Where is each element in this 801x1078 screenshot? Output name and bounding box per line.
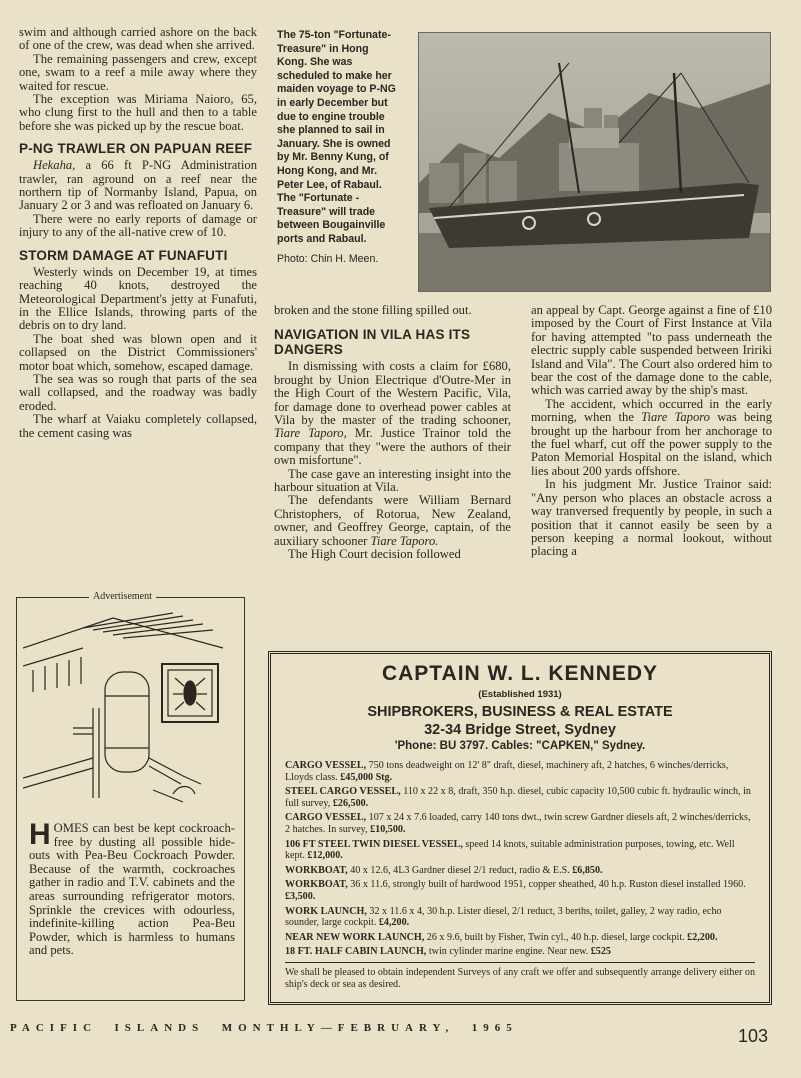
headline-vila: NAVIGATION IN VILA HAS ITS DANGERS [274, 327, 471, 358]
list-item: 106 FT STEEL TWIN DIESEL VESSEL, speed 14 knots, suitable administration purposes, towing, etc. Well kept. £12,000. [285, 838, 735, 862]
ship-name: Tiare Taporo, [274, 426, 347, 441]
paragraph: an appeal by Capt. George against a fine of £10 imposed by the Court of First Instance at Vila for having attempted "to pass underneath the electric supply cable suspended between Iririki Island and Vila". The Court also ordered him to bear the cost of the damage done to the cable, which was carried away by the ship's mast. [531, 303, 772, 398]
list-item: 18 FT. HALF CABIN LAUNCH, twin cylinder marine engine. Near new. £525 [285, 946, 611, 958]
list-item: WORK LAUNCH, 32 x 11.6 x 4, 30 h.p. Lister diesel, 2/1 reduct, 3 berths, toilet, galley, 2 way radio, echo sounder, large cockpit. £4,200. [285, 905, 722, 929]
column-1 [19, 26, 257, 440]
advertisement-footnote: We shall be pleased to obtain independent Surveys of any craft we offer and subsequently arrange delivery either on ship's deck or sea as desired. [285, 962, 755, 990]
business-type: SHIPBROKERS, BUSINESS & REAL ESTATE [367, 704, 673, 720]
paragraph: The sea was so rough that parts of the sea wall collapsed, and the roadway was badly eroded. [19, 371, 257, 413]
advertiser-name: CAPTAIN W. L. KENNEDY [381, 662, 659, 685]
ship-name: Tiare Taporo [641, 410, 710, 425]
ship-name: Tiare Taporo. [370, 533, 439, 548]
paragraph: Mr. Justice Trainor told the company that they "were the authors of their own misfortune". [274, 426, 511, 468]
advertisement-body: OMES can best be kept cockroach-free by dusting all possible hide-outs with Pea-Beu Cockroach Powder. Because of the warmth, cockroaches gather in radio and T.V. cabinets and the areas surrounding refrigerator motors. Sprinkle the crevices with odourless, indefinite-killing action Pea-Beu Powder, which is harmless to humans and pets. [29, 821, 235, 958]
paragraph: The exception was Miriama Naioro, 65, who clung first to the hull and then to a table before she was picked up by the rescue boat. [19, 92, 257, 133]
paragraph: The wharf at Vaiaku completely collapsed, the cement casing was [19, 412, 257, 440]
paragraph: The accident, which occurred in the early morning, when the [531, 396, 772, 425]
photo-credit: Photo: Chin H. Meen. [277, 252, 379, 265]
advertisement-label: Advertisement [89, 591, 156, 602]
list-item: CARGO VESSEL, 107 x 24 x 7.6 loaded, carry 140 tons dwt., twin screw Gardner diesels aft, 2 winches/derricks, 2 hatches. In survey, £10,500. [285, 812, 751, 835]
paragraph: The remaining passengers and crew, except one, swam to a reef a mile away where they waited for rescue. [19, 51, 257, 93]
list-item: STEEL CARGO VESSEL, 110 x 22 x 8, draft, 350 h.p. diesel, cubic capacity 10,500 cubic ft. hydraulic winch, in full survey, £26,500. [285, 786, 751, 809]
list-item: WORKBOAT, 36 x 11.6, strongly built of hardwood 1951, copper sheathed, 40 h.p. Ruston diesel installed 1960. £3,500. [285, 879, 746, 902]
paragraph: The case gave an interesting insight into the harbour situation at Vila. [274, 466, 511, 495]
headline-storm: STORM DAMAGE AT FUNAFUTI [19, 247, 228, 263]
paragraph: a 66 ft P-NG Administration trawler, ran aground on a reef near the northern tip of Normanby Island, Papua, on January 2 or 3 and was refloated on January 6. [19, 158, 257, 213]
paragraph: The High Court decision followed [288, 547, 461, 562]
list-item: NEAR NEW WORK LAUNCH, 26 x 9.6, built by Fisher, Twin cyl., 40 h.p. diesel, large cockpit. £2,200. [285, 931, 718, 943]
caption-text: The 75-ton "Fortunate-Treasure" in Hong Kong. She was scheduled to make her maiden voyage to P-NG in early December but due to engine trouble she planned to sail in January. She is owned by Mr. Benny Kung, of Hong Kong, and Mr. Peter Lee, of Rabaul. The "Fortunate - Treasure" will trade between Bougainville ports and Rabaul. [277, 29, 396, 245]
paragraph: The boat shed was blown open and it collapsed on the District Commissioners' motor boat which, somehow, escaped damage. [19, 331, 257, 373]
ship-photograph [418, 32, 771, 292]
list-item: WORKBOAT, 40 x 12.6, 4L3 Gardner diesel 2/1 reduct, radio & E.S. £6,850. [285, 864, 603, 876]
column-2 [274, 304, 511, 562]
vessel-listings [285, 760, 755, 958]
advertisement-peabeu [16, 591, 245, 1001]
ship-photo-illustration [419, 33, 771, 292]
contact-details: 'Phone: BU 3797. Cables: "CAPKEN," Sydney. [394, 740, 646, 752]
paragraph: In dismissing with costs a claim for £680, brought by Union Electrique d'Outre-Mer in the High Court of the Western Pacific, Vila, for damage done to overhead power cables at Vila by the master of the trading schooner, [274, 359, 511, 428]
column-3 [531, 304, 772, 559]
drop-cap: H [29, 818, 51, 851]
paragraph: There were no early reports of damage or injury to any of the all-native crew of 10. [19, 211, 257, 240]
paragraph: In his judgment Mr. Justice Trainor said: "Any person who places an obstacle across a way tranversed frequently by people, in such a position that it cannot easily be seen by a person keeping a normal lookout, without placing a [531, 477, 772, 559]
photo-caption [277, 29, 400, 266]
advertisement-kennedy [268, 651, 772, 1005]
page-number: 103 [738, 1026, 769, 1046]
advertisement-text [29, 818, 235, 958]
water-heater-illustration [23, 608, 239, 808]
paragraph: Westerly winds on December 19, at times reaching 40 knots, destroyed the Meteorological Department's jetty at Funafuti, in the Ellice Islands, throwing parts of the debris on to dry land. [19, 264, 257, 333]
publication-footer: PACIFIC ISLANDS MONTHLY—FEBRUARY, 1965 [10, 1022, 518, 1034]
address: 32-34 Bridge Street, Sydney [424, 722, 616, 738]
established-year: (Established 1931) [478, 689, 562, 700]
ship-name: Hekaha, [33, 158, 76, 173]
paragraph: The defendants were William Bernard Christophers, of Rotorua, New Zealand, owner, and Geoffrey George, captain, of the auxiliary schooner [274, 493, 511, 548]
paragraph: swim and although carried ashore on the back of one of the crew, was dead when she arrived. [19, 25, 257, 53]
paragraph: was being brought up the harbour from her anchorage to the fuel wharf, cut off the power supply to the Paton Memorial Hospital on the island, which lies about 200 yards offshore. [531, 410, 772, 478]
paragraph: broken and the stone filling spilled out. [274, 303, 472, 317]
list-item: CARGO VESSEL, 750 tons deadweight on 12' 8" draft, diesel, machinery aft, 2 hatches, 6 winches/derricks, Lloyds class. £45,000 Stg. [285, 760, 729, 783]
headline-trawler: P-NG TRAWLER ON PAPUAN REEF [19, 141, 253, 157]
